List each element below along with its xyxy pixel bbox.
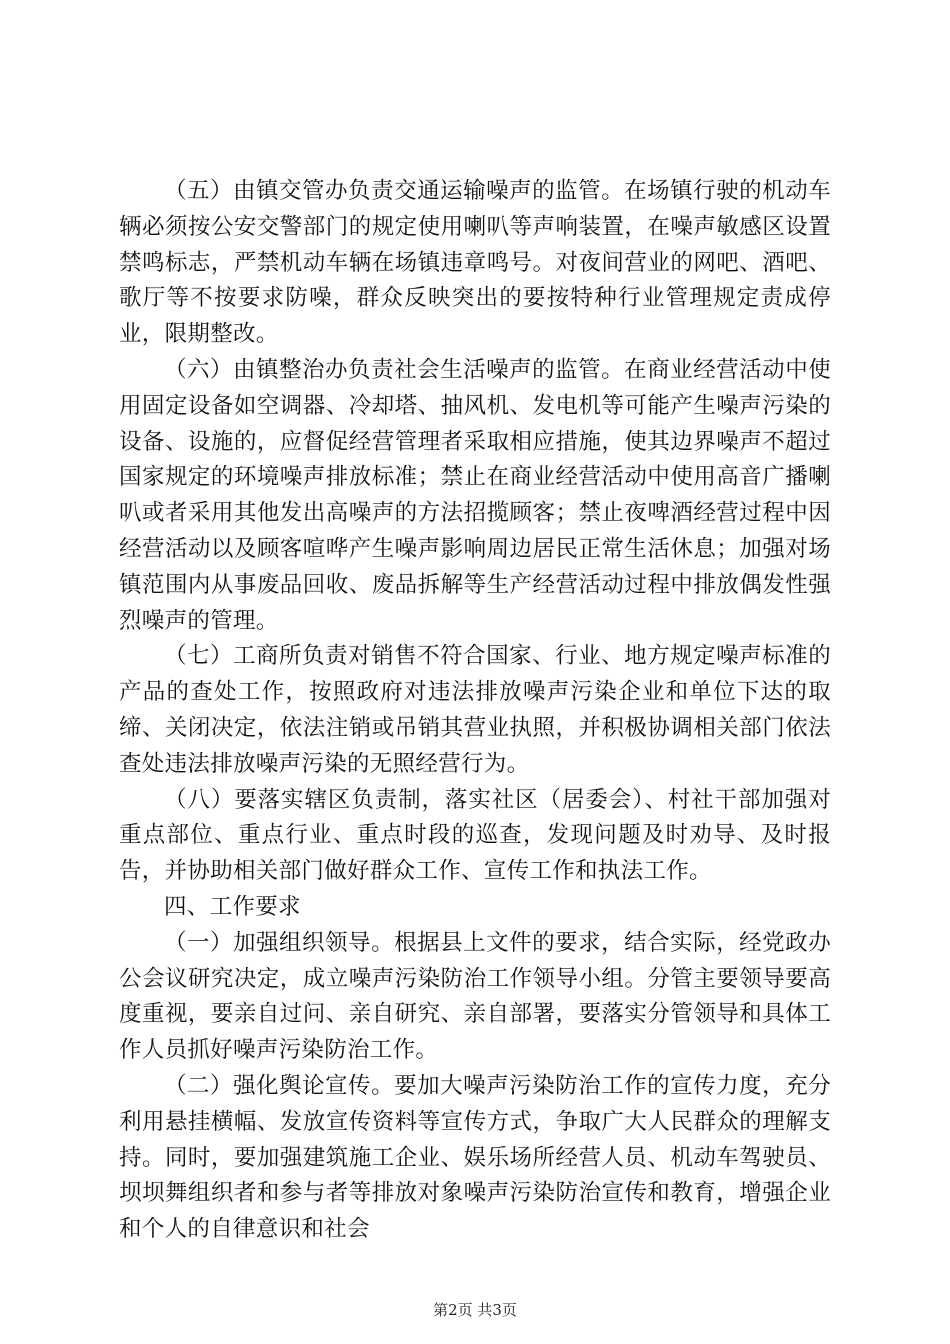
page-number-footer: 第2页 共3页 (433, 1301, 517, 1319)
paragraph-traffic-noise: （五）由镇交管办负责交通运输噪声的监管。在场镇行驶的机动车辆必须按公安交警部门的规定使用喇叭等声响装置，在噪声敏感区设置禁鸣标志，严禁机动车辆在场镇违章鸣号。对夜间营业的网吧、酒吧、歌厅等不按要求防噪，群众反映突出的要按特种行业管理规定责成停业，限期整改。 (119, 178, 831, 348)
paragraph-organization-leadership: （一）加强组织领导。根据县上文件的要求，结合实际，经党政办公会议研究决定，成立噪声污染防治工作领导小组。分管主要领导要高度重视，要亲自过问、亲自研究、亲自部署，要落实分管领导和具体工作人员抓好噪声污染防治工作。 (119, 929, 831, 1064)
paragraph-social-noise: （六）由镇整治办负责社会生活噪声的监管。在商业经营活动中使用固定设备如空调器、冷却塔、抽风机、发电机等可能产生噪声污染的设备、设施的，应督促经营管理者采取相应措施，使其边界噪声不超过国家规定的环境噪声排放标准；禁止在商业经营活动中使用高音广播喇叭或者采用其他发出高噪声的方法招揽顾客；禁止夜啤酒经营过程中因经营活动以及顾客喧哗产生噪声影响周边居民正常生活休息；加强对场镇范围内从事废品回收、废品拆解等生产经营活动过程中排放偶发性强烈噪声的管理。 (119, 356, 831, 634)
paragraph-district-responsibility: （八）要落实辖区负责制，落实社区（居委会）、村社干部加强对重点部位、重点行业、重点时段的巡查，发现问题及时劝导、及时报告，并协助相关部门做好群众工作、宣传工作和执法工作。 (119, 786, 831, 885)
document-body (119, 174, 831, 1248)
paragraph-commerce-bureau: （七）工商所负责对销售不符合国家、行业、地方规定噪声标准的产品的查处工作，按照政府对违法排放噪声污染企业和单位下达的取缔、关闭决定，依法注销或吊销其营业执照，并积极协调相关部门依法查处违法排放噪声污染的无照经营行为。 (119, 643, 831, 777)
section-heading-work-requirements: 四、工作要求 (164, 893, 301, 920)
paragraph-public-promotion: （二）强化舆论宣传。要加大噪声污染防治工作的宣传力度，充分利用悬挂横幅、发放宣传资料等宣传方式，争取广大人民群众的理解支持。同时，要加强建筑施工企业、娱乐场所经营人员、机动车驾驶员、坝坝舞组织者和参与者等排放对象噪声污染防治宣传和教育，增强企业和个人的自律意识和社会 (119, 1072, 831, 1243)
